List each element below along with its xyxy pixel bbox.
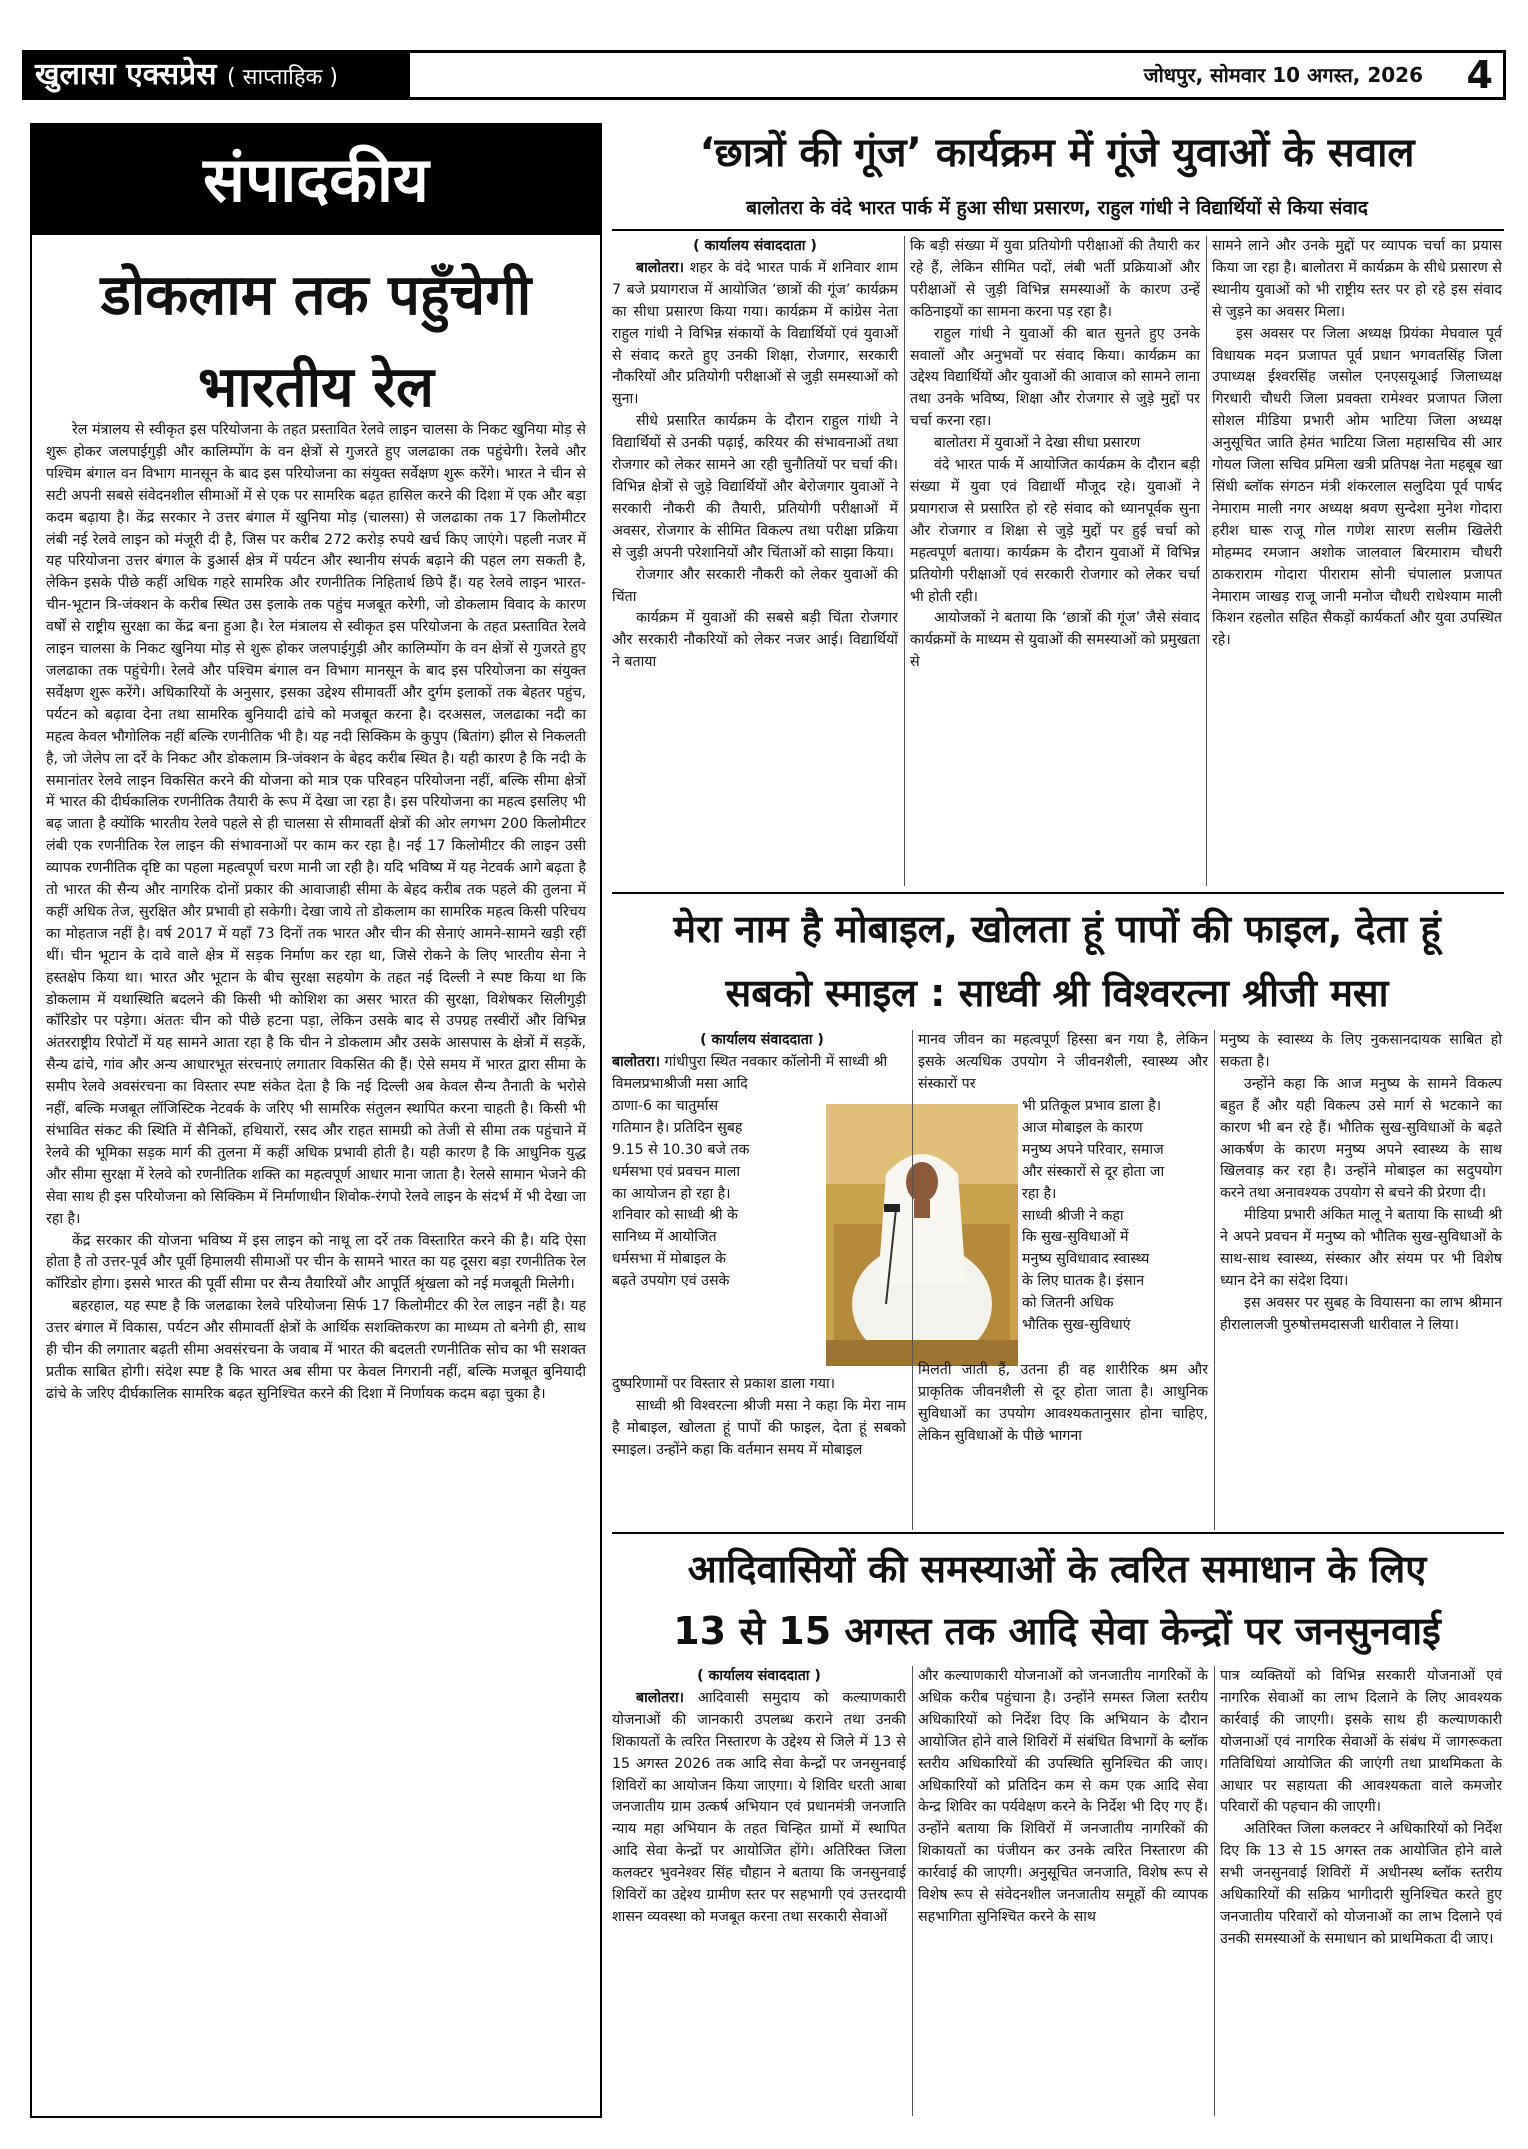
column-divider — [1206, 236, 1207, 886]
story2-paragraph: दुष्परिणामों पर विस्तार से प्रकाश डाला गया। — [612, 1376, 836, 1392]
story2-column-1-rest — [612, 1374, 906, 1462]
story2-headline-line2: सबको स्माइल : साध्वी श्री विश्वरत्ना श्रीजी मसा — [725, 971, 1389, 1015]
story2-paragraph: उन्होंने कहा कि आज मनुष्य के सामने विकल्प बहुत हैं और यही विकल्प उसे मार्ग से भटकाने का कारण भी बन रहे हैं। भौतिक सुख-सुविधाओं के बढ़ते आकर्षण के कारण मनुष्य अपने स्वास्थ्य के साथ खिलवाड़ कर रहा है। उन्होंने मोबाइल का सदुपयोग करने तथा अनावश्यक उपयोग से बचने की प्रेरणा दी। — [1220, 1075, 1502, 1202]
story2-line: गतिमान है। प्रतिदिन सुबह — [612, 1119, 743, 1136]
story1-column-3 — [1212, 236, 1502, 652]
story2-line: आज मोबाइल के कारण — [1022, 1119, 1143, 1136]
story2-column-2-rest — [918, 1360, 1208, 1448]
story2-line: और संस्कारों से दूर होता जा — [1022, 1163, 1165, 1180]
story1-paragraph: इस अवसर पर जिला अध्यक्ष प्रियंका मेघवाल पूर्व विधायक मदन प्रजापत पूर्व प्रधान भगवतसिंह जिला उपाध्यक्ष ईश्वरसिंह जसोल एनएसयूआई जिलाध्यक्ष गिरधारी चौधरी जिला प्रवक्ता रामेश्वर प्रजापत जिला सोशल मीडिया प्रभारी ओम भाटिया जिला अध्यक्ष अनुसूचित जाति हेमंत भाटिया जिला महासचिव सी आर गोयल जिला सचिव प्रमिला खत्री प्रतिपक्ष नेता महबूब खा सिंधी ब्लॉक संगठन मंत्री शंकरलाल सलुदिया पूर्व पार्षद नेमाराम माली नगर अध्यक्ष श्रवण सुन्देशा मुनेश गोदारा हरीश घारू राजू गोल गणेश सारण सलीम खिलेरी मोहम्मद रमजान अशोक जालवाल बिरमाराम चौधरी ठाकराराम गोदारा पीराराम सोनी चंपालाल प्रजापत नेमाराम जाखड़ राजू जानी मनोज चौधरी राधेश्याम माली किशन रहलोत सहित सैकड़ों कार्यकर्ता और युवा उपस्थित रहे। — [1212, 325, 1502, 649]
story2-line: विमलप्रभाश्रीजी मसा आदि — [612, 1076, 748, 1092]
story2-bottom-rule — [612, 1532, 1504, 1534]
story2-line: 9.15 से 10.30 बजे तक — [612, 1141, 750, 1158]
story2-line: ठाणा-6 का चातुर्मास — [612, 1097, 719, 1114]
story2-line: भी प्रतिकूल प्रभाव डाला है। — [1022, 1098, 1162, 1114]
story3-paragraph: पात्र व्यक्तियों को विभिन्न सरकारी योजनाओं एवं नागरिक सेवाओं का लाभ दिलाने के लिए आवश्यक कार्रवाई की जाएगी। इसके साथ ही कल्याणकारी योजनाओं एवं नागरिक सेवाओं के संबंध में जागरूकता गतिविधियां आयोजित की जाएंगी तथा प्राथमिकता के आधार पर सहायता की आवश्यकता वाले कमजोर परिवारों की पहचान की जाएगी। — [1220, 1668, 1502, 1816]
page-number: 4 — [1466, 53, 1493, 97]
story2-paragraph: साध्वी श्री विश्वरत्ना श्रीजी मसा ने कहा कि मेरा नाम है मोबाइल, खोलता हूं पापों की फाइल, देता हूं सबको स्माइल। उन्होंने कहा कि वर्तमान समय में मोबाइल — [612, 1397, 906, 1458]
masthead-title-block — [25, 53, 410, 97]
story3-byline: ( कार्यालय संवाददाता ) — [697, 1668, 821, 1684]
story2-paragraph: इस अवसर पर सुबह के वियासना का लाभ श्रीमान हीरालालजी पुरुषोत्तमदासजी धारीवाल ने लिया। — [1220, 1294, 1502, 1333]
story1-subheadline: बालोतरा के वंदे भारत पार्क में हुआ सीधा प्रसारण, राहुल गांधी ने विद्यार्थियों से किया संवाद — [746, 197, 1368, 219]
story1-column-2 — [910, 236, 1200, 674]
story2-column-3 — [1220, 1030, 1502, 1337]
story1-bottom-rule — [612, 892, 1504, 894]
editorial-banner: संपादकीय — [32, 125, 600, 235]
story2-paragraph: मीडिया प्रभारी अंकित मालू ने बताया कि साध्वी श्री ने अपने प्रवचन में मनुष्य को भौतिक सुख-सुविधाओं के साथ-साथ स्वास्थ्य, संस्कार और संयम पर भी विशेष ध्यान देने का संदेश दिया। — [1220, 1207, 1502, 1289]
column-divider — [912, 1030, 913, 1530]
story3-column-2 — [918, 1666, 1208, 1929]
story2-line: के लिए घातक है। इंसान — [1022, 1273, 1145, 1290]
editorial-headline-line2: भारतीय रेल — [197, 355, 435, 420]
story3-paragraph: और कल्याणकारी योजनाओं को जनजातीय नागरिकों के अधिक करीब पहुंचाना है। उन्होंने समस्त जिला स्तरीय अधिकारियों को निर्देश दिए कि अभियान के दौरान आयोजित होने वाले शिविरों में संबंधित विभागों के ब्लॉक स्तरीय अधिकारियों की उपस्थिति सुनिश्चित की जाए। अधिकारियों को प्रतिदिन कम से कम एक आदि सेवा केन्द्र शिविर का पर्यवेक्षण करने के निर्देश भी दिए गए हैं। उन्होंने बताया कि शिविरों में जनजातीय नागरिकों की शिकायतों का पंजीयन कर उनके त्वरित निस्तारण की कार्रवाई की जाएगी। अनुसूचित जनजाति, विशेष रूप से विशेष रूप से संवेदनशील जनजातीय समूहों की व्यापक सहभागिता सुनिश्चित करने के साथ — [918, 1668, 1208, 1925]
story2-line: धर्मसभा में मोबाइल के — [612, 1251, 726, 1268]
story2-line: रहा है। — [1022, 1185, 1057, 1202]
story2-line: मनुष्य सुविधावाद स्वास्थ्य — [1022, 1251, 1150, 1268]
column-divider — [912, 1666, 913, 2116]
editorial-body — [46, 420, 586, 1406]
column-divider — [1214, 1666, 1215, 2116]
story2-line: कि सुख-सुविधाओं में — [1022, 1229, 1129, 1246]
story1-top-rule — [612, 229, 1504, 231]
story2-line: का आयोजन हो रहा है। — [612, 1185, 731, 1202]
story2-line: गांधीपुरा स्थित नवकार कॉलोनी में साध्वी श्री — [660, 1053, 888, 1070]
story2-headline-line1: मेरा नाम है मोबाइल, खोलता हूं पापों की फाइल, देता हूं — [673, 907, 1441, 951]
story2-line: भौतिक सुख-सुविधाएं — [1022, 1317, 1131, 1334]
story1-paragraph: कि बड़ी संख्या में युवा प्रतियोगी परीक्षाओं की तैयारी कर रहे हैं, लेकिन सीमित पदों, लंबी भर्ती प्रक्रियाओं और परीक्षाओं से जुड़ी विभिन्न समस्याओं के कारण उन्हें कठिनाइयों का सामना करना पड़ रहा है। — [910, 238, 1200, 320]
story1-paragraph: बालोतरा में युवाओं ने देखा सीधा प्रसारण — [934, 435, 1141, 452]
story2-line: सानिध्य में आयोजित — [612, 1229, 717, 1246]
story1-place: बालोतरा। — [636, 259, 685, 276]
story2-line: धर्मसभा एवं प्रवचन माला — [612, 1163, 741, 1180]
masthead — [22, 50, 1506, 100]
story3-headline-line2: 13 से 15 अगस्त तक आदि सेवा केन्द्रों पर जनसुनवाई — [673, 1609, 1441, 1653]
editorial-headline-line1: डोकलाम तक पहुँचेगी — [100, 263, 532, 328]
story2-line: शनिवार को साध्वी श्री के — [612, 1207, 738, 1224]
column-divider — [1214, 1030, 1215, 1530]
story3-column-1 — [612, 1666, 906, 1929]
story1-paragraph: सामने लाने और उनके मुद्दों पर व्यापक चर्चा का प्रयास किया जा रहा है। बालोतरा में कार्यक्रम के सीधे प्रसारण से स्थानीय युवाओं को भी राष्ट्रीय स्तर पर हो रहे इस संवाद से जुड़ने का अवसर मिला। — [1212, 238, 1502, 320]
story2-paragraph: मिलती जाती हैं, उतना ही वह शारीरिक श्रम और प्राकृतिक जीवनशैली से दूर होता जाता है। आधुनिक सुविधाओं का उपयोग आवश्यकतानुसार होना चाहिए, लेकिन सुविधाओं के पीछे भागना — [918, 1362, 1208, 1444]
story1-paragraph: सीधे प्रसारित कार्यक्रम के दौरान राहुल गांधी ने विद्यार्थियों से उनकी पढ़ाई, करियर की संभावनाओं तथा रोजगार को लेकर सामने आ रही चुनौतियों पर चर्चा की। विभिन्न क्षेत्रों से जुड़े विद्यार्थियों और बेरोजगार युवाओं ने सरकारी नौकरी की तैयारी, प्रतियोगी परीक्षाओं में अवसर, रोजगार के सीमित विकल्प तथा परीक्षा प्रक्रिया से जुड़ी अपनी परेशानियों और चिंताओं को साझा किया। — [612, 413, 898, 561]
story2-column-2 — [918, 1030, 1208, 1096]
story1-paragraph: राहुल गांधी ने युवाओं की बात सुनते हुए उनके सवालों और अनुभवों पर संवाद किया। कार्यक्रम का उद्देश्य विद्यार्थियों और युवाओं की आवाज को सामने लाना तथा उनके भविष्य, शिक्षा और रोजगार से जुड़े मुद्दों पर चर्चा करना रहा। — [910, 325, 1200, 430]
editorial-headline — [32, 250, 600, 434]
story3-paragraph: अतिरिक्त जिला कलक्टर ने अधिकारियों को निर्देश दिए कि 13 से 15 अगस्त तक आयोजित होने वाले सभी जनसुनवाई शिविरों में अधीनस्थ ब्लॉक स्तरीय अधिकारियों की सक्रिय भागीदारी सुनिश्चित करते हुए जनजातीय परिवारों को योजनाओं का लाभ दिलाने एवं उनकी समस्याओं के समाधान को प्राथमिकता दी जाए। — [1220, 1821, 1502, 1947]
editorial-paragraph: बहरहाल, यह स्पष्ट है कि जलढाका रेलवे परियोजना सिर्फ 17 किलोमीटर की रेल लाइन नहीं है। यह उत्तर बंगाल में विकास, पर्यटन और सीमावर्ती क्षेत्रों के आर्थिक सशक्तिकरण का माध्यम तो बनेगी ही, साथ ही चीन की लगातार बढ़ती सीमा अवसंरचना के जवाब में भारत की बदलती रणनीतिक सोच का भी सशक्त प्रतीक साबित होगी। संदेश स्पष्ट है कि भारत अब सीमा पर केवल निगरानी नहीं, बल्कि मजबूत बुनियादी ढांचे के जरिए दीर्घकालिक सामरिक बढ़त सुनिश्चित करने की दिशा में निर्णायक कदम बढ़ा चुका है। — [46, 1298, 586, 1402]
story1-headline: ‘छात्रों की गूंज’ कार्यक्रम में गूंजे युवाओं के सवाल — [699, 130, 1415, 176]
story2-place: बालोतरा। — [612, 1053, 661, 1070]
story3-headline-line1: आदिवासियों की समस्याओं के त्वरित समाधान के लिए — [687, 1547, 1427, 1591]
story2-line: मनुष्य अपने परिवार, समाज — [1022, 1141, 1164, 1158]
story1-paragraph: कार्यक्रम में युवाओं की सबसे बड़ी चिंता रोजगार और सरकारी नौकरियों को लेकर नजर आई। विद्यार्थियों ने बताया — [612, 610, 898, 671]
edition-label: ( साप्ताहिक ) — [227, 65, 339, 90]
story3-paragraph: आदिवासी समुदाय को कल्याणकारी योजनाओं की जानकारी उपलब्ध कराने तथा उनकी शिकायतों के त्वरित निस्तारण के उद्देश्य से जिले में 13 से 15 अगस्त 2026 तक आदि सेवा केन्द्रों पर जनसुनवाई शिविरों का आयोजन किया जाएगा। ये शिविर धरती आबा जनजातीय ग्राम उत्कर्ष अभियान एवं प्रधानमंत्री जनजाति न्याय महा अभियान के तहत चिन्हित ग्रामों में स्थापित आदि सेवा केन्द्रों पर आयोजित होंगे। अतिरिक्त जिला कलक्टर भुवनेश्वर सिंह चौहान ने बताया कि जनसुनवाई शिविरों का उद्देश्य ग्रामीण स्तर पर सहभागी एवं उत्तरदायी शासन व्यवस्था को मजबूत करना तथा सरकारी सेवाओं — [612, 1689, 906, 1925]
story2-column-2-wrap — [1022, 1096, 1208, 1337]
story1-paragraph: रोजगार और सरकारी नौकरी को लेकर युवाओं की चिंता — [612, 566, 898, 605]
story1-byline: ( कार्यालय संवाददाता ) — [693, 238, 817, 254]
story2-line: को जितनी अधिक — [1022, 1295, 1114, 1312]
editorial-paragraph: केंद्र सरकार की योजना भविष्य में इस लाइन को नाथू ला दर्रे तक विस्तारित करने की है। यदि ऐसा होता है तो उत्तर-पूर्व और पूर्वी हिमालयी सीमाओं पर चीन के सामने भारत का यह दूसरा बड़ा रणनीतिक रेल कॉरिडोर होगा। इससे भारत की पूर्वी सीमा पर सैन्य तैयारियों और आपूर्ति श्रृंखला को नई मजबूती मिलेगी। — [46, 1232, 586, 1293]
story2-column-1 — [612, 1030, 912, 1074]
sadhvi-photo — [826, 1104, 1018, 1366]
story3-place: बालोतरा। — [636, 1689, 685, 1706]
story1-column-1 — [612, 236, 898, 674]
story1-paragraph: आयोजकों ने बताया कि ‘छात्रों की गूंज’ जैसे संवाद कार्यक्रमों के माध्यम से युवाओं की समस्याओं को प्रमुखता से — [910, 610, 1200, 671]
story2-paragraph: मानव जीवन का महत्वपूर्ण हिस्सा बन गया है, लेकिन इसके अत्यधिक उपयोग ने जीवनशैली, स्वास्थ्य और संस्कारों पर — [918, 1032, 1208, 1092]
editorial-paragraph: रेल मंत्रालय से स्वीकृत इस परियोजना के तहत प्रस्तावित रेलवे लाइन चालसा के निकट खुनिया मोड़ से शुरू होकर जलपाईगुड़ी और कालिम्पोंग के वन क्षेत्रों से गुजरते हुए जलढाका तक पहुंचेगी। रेलवे और पश्चिम बंगाल वन विभाग मानसून के बाद इस परियोजना का संयुक्त सर्वेक्षण शुरू करेंगे। भारत ने चीन से सटी अपनी सबसे संवेदनशील सीमाओं में से एक पर सामरिक बढ़त हासिल करने की दिशा में एक और बड़ा कदम बढ़ाया है। केंद्र सरकार ने उत्तर बंगाल में खुनिया मोड़ (चालसा) से जलढाका तक 17 किलोमीटर लंबी नई रेलवे लाइन को मंजूरी दी है, जिस पर करीब 272 करोड़ रुपये खर्च किए जाएंगे। पहली नजर में यह परियोजना उत्तर बंगाल के डुआर्स क्षेत्र में पर्यटन और स्थानीय संपर्क बढ़ाने की पहल लग सकती है, लेकिन इसके पीछे कहीं अधिक गहरे सामरिक और रणनीतिक निहितार्थ छिपे हैं। यह रेलवे लाइन भारत-चीन-भूटान त्रि-जंक्शन के करीब स्थित उस इलाके तक पहुंच मजबूत करेगी, जो डोकलाम विवाद के कारण वर्षों से राष्ट्रीय सुरक्षा का केंद्र बना हुआ है। रेल मंत्रालय से स्वीकृत इस परियोजना के तहत प्रस्तावित रेलवे लाइन चालसा के निकट खुनिया मोड़ से शुरू होकर जलपाईगुड़ी और कालिम्पोंग के वन क्षेत्रों से गुजरते हुए जलढाका तक पहुंचेगी। रेलवे और पश्चिम बंगाल वन विभाग मानसून के बाद इस परियोजना का संयुक्त सर्वेक्षण शुरू करेंगे। अधिकारियों के अनुसार, इसका उद्देश्य सीमावर्ती और दुर्गम इलाकों तक बेहतर पहुंच, पर्यटन को बढ़ावा देना तथा सामरिक बुनियादी ढांचे को मजबूत करना है। दरअसल, जलढाका नदी का महत्व केवल भौगोलिक नहीं बल्कि रणनीतिक भी है। यह नदी सिक्किम के कुपुप (बितांग) झील से निकलती है, जो जेलेप ला दर्रे के निकट और डोकलाम त्रि-जंक्शन के बेहद करीब स्थित है। यही कारण है कि नदी के समानांतर रेलवे लाइन विकसित करने की योजना को मात्र एक परिवहन परियोजना नहीं, बल्कि सीमा क्षेत्रों में भारत की दीर्घकालिक रणनीतिक तैयारी के रूप में देखा जा रहा है। इस परियोजना का महत्व इसलिए भी बढ़ जाता है क्योंकि भारतीय रेलवे पहले से ही चालसा से सीमावर्ती क्षेत्रों की ओर लगभग 200 किलोमीटर लंबी एक रणनीतिक रेल लाइन की संभावनाओं पर काम कर रहा है। नई 17 किलोमीटर की लाइन उसी व्यापक रणनीतिक दृष्टि का पहला महत्वपूर्ण चरण मानी जा रही है। यदि भविष्य में यह नेटवर्क आगे बढ़ता है तो भारत की सैन्य और नागरिक दोनों प्रकार की आवाजाही सीमा के बेहद करीब तक पहले की तुलना में कहीं अधिक तेज, सुरक्षित और प्रभावी हो सकेगी। देखा जाये तो डोकलाम का सामरिक महत्व किसी परिचय का मोहताज नहीं है। वर्ष 2017 में यहाँ 73 दिनों तक भारत और चीन की सेनाएं आमने-सामने खड़ी रहीं थीं। चीन भूटान के दावे वाले क्षेत्र में सड़क निर्माण कर रहा था, जिसे रोकने के लिए भारतीय सेना ने हस्तक्षेप किया था। भारत और भूटान के बीच सुरक्षा सहयोग के तहत नई दिल्ली ने स्पष्ट किया था कि डोकलाम में यथास्थिति बदलने की किसी भी कोशिश का असर भारत की सुरक्षा, विशेषकर सिलीगुड़ी कॉरिडोर पर पड़ेगा। अंततः चीन को पीछे हटना पड़ा, लेकिन उसके बाद से उपग्रह तस्वीरों और विभिन्न अंतरराष्ट्रीय रिपोर्टों में यह सामने आता रहा है कि चीन ने डोकलाम और उसके आसपास के क्षेत्रों में सड़कें, सैन्य ढांचे, गांव और अन्य आधारभूत संरचनाएं लगातार विकसित की हैं। ऐसे समय में भारत द्वारा सीमा के समीप रेलवे अवसंरचना का विस्तार स्पष्ट संकेत देता है कि नई दिल्ली अब केवल सैन्य तैनाती के भरोसे नहीं, बल्कि मजबूत लॉजिस्टिक नेटवर्क के जरिए भी सामरिक संतुलन स्थापित करना चाहती है। किसी भी संभावित संकट की स्थिति में सैनिकों, हथियारों, रसद और राहत सामग्री को तेजी से सीमा तक पहुंचाने में रेलवे की भूमिका सड़क मार्ग की तुलना में कहीं अधिक प्रभावी होती है। यही कारण है कि आधुनिक युद्ध और सीमा सुरक्षा में रेलवे को रणनीतिक शक्ति का महत्वपूर्ण आधार माना जाता है। रेलसे सामान भेजने की सेवा साथ ही इस परियोजना को सिक्किम में निर्माणाधीन शिवोक-रंगपो रेलवे लाइन के संदर्भ में भी देखा जा रहा है। — [46, 422, 586, 1227]
story2-line: साध्वी श्रीजी ने कहा — [1022, 1207, 1124, 1224]
story1-paragraph: वंदे भारत पार्क में आयोजित कार्यक्रम के दौरान बड़ी संख्या में युवा एवं विद्यार्थी मौजूद रहे। युवाओं ने प्रयागराज से प्रसारित हो रहे संवाद को ध्यानपूर्वक सुना और रोजगार व शिक्षा से जुड़े मुद्दों पर हुई चर्चा को महत्वपूर्ण बताया। कार्यक्रम के दौरान युवाओं में विभिन्न प्रतियोगी परीक्षाओं एवं सरकारी रोजगार को लेकर चर्चा भी होती रही। — [910, 457, 1200, 605]
story2-byline: ( कार्यालय संवाददाता ) — [700, 1032, 824, 1048]
column-divider — [904, 236, 905, 886]
newspaper-name: खुलासा एक्सप्रेस — [35, 57, 217, 92]
issue-date: जोधपुर, सोमवार 10 अगस्त, 2026 — [1143, 63, 1423, 87]
story2-paragraph: मनुष्य के स्वास्थ्य के लिए नुकसानदायक साबित हो सकता है। — [1220, 1032, 1502, 1070]
editorial-column — [30, 123, 602, 2118]
story2-column-1-wrap — [612, 1074, 820, 1293]
story2-line: बढ़ते उपयोग एवं उसके — [612, 1273, 730, 1290]
story3-column-3 — [1220, 1666, 1502, 1951]
story1-paragraph: शहर के वंदे भारत पार्क में शनिवार शाम 7 बजे प्रयागराज में आयोजित ‘छात्रों की गूंज’ कार्यक्रम का सीधा प्रसारण किया गया। कार्यक्रम में कांग्रेस नेता राहुल गांधी ने विभिन्न संकायों के विद्यार्थियों एवं युवाओं से संवाद करते हुए उनकी शिक्षा, रोजगार, सरकारी नौकरियों और प्रतियोगी परीक्षाओं से जुड़ी समस्याओं को सुना। — [612, 259, 898, 408]
